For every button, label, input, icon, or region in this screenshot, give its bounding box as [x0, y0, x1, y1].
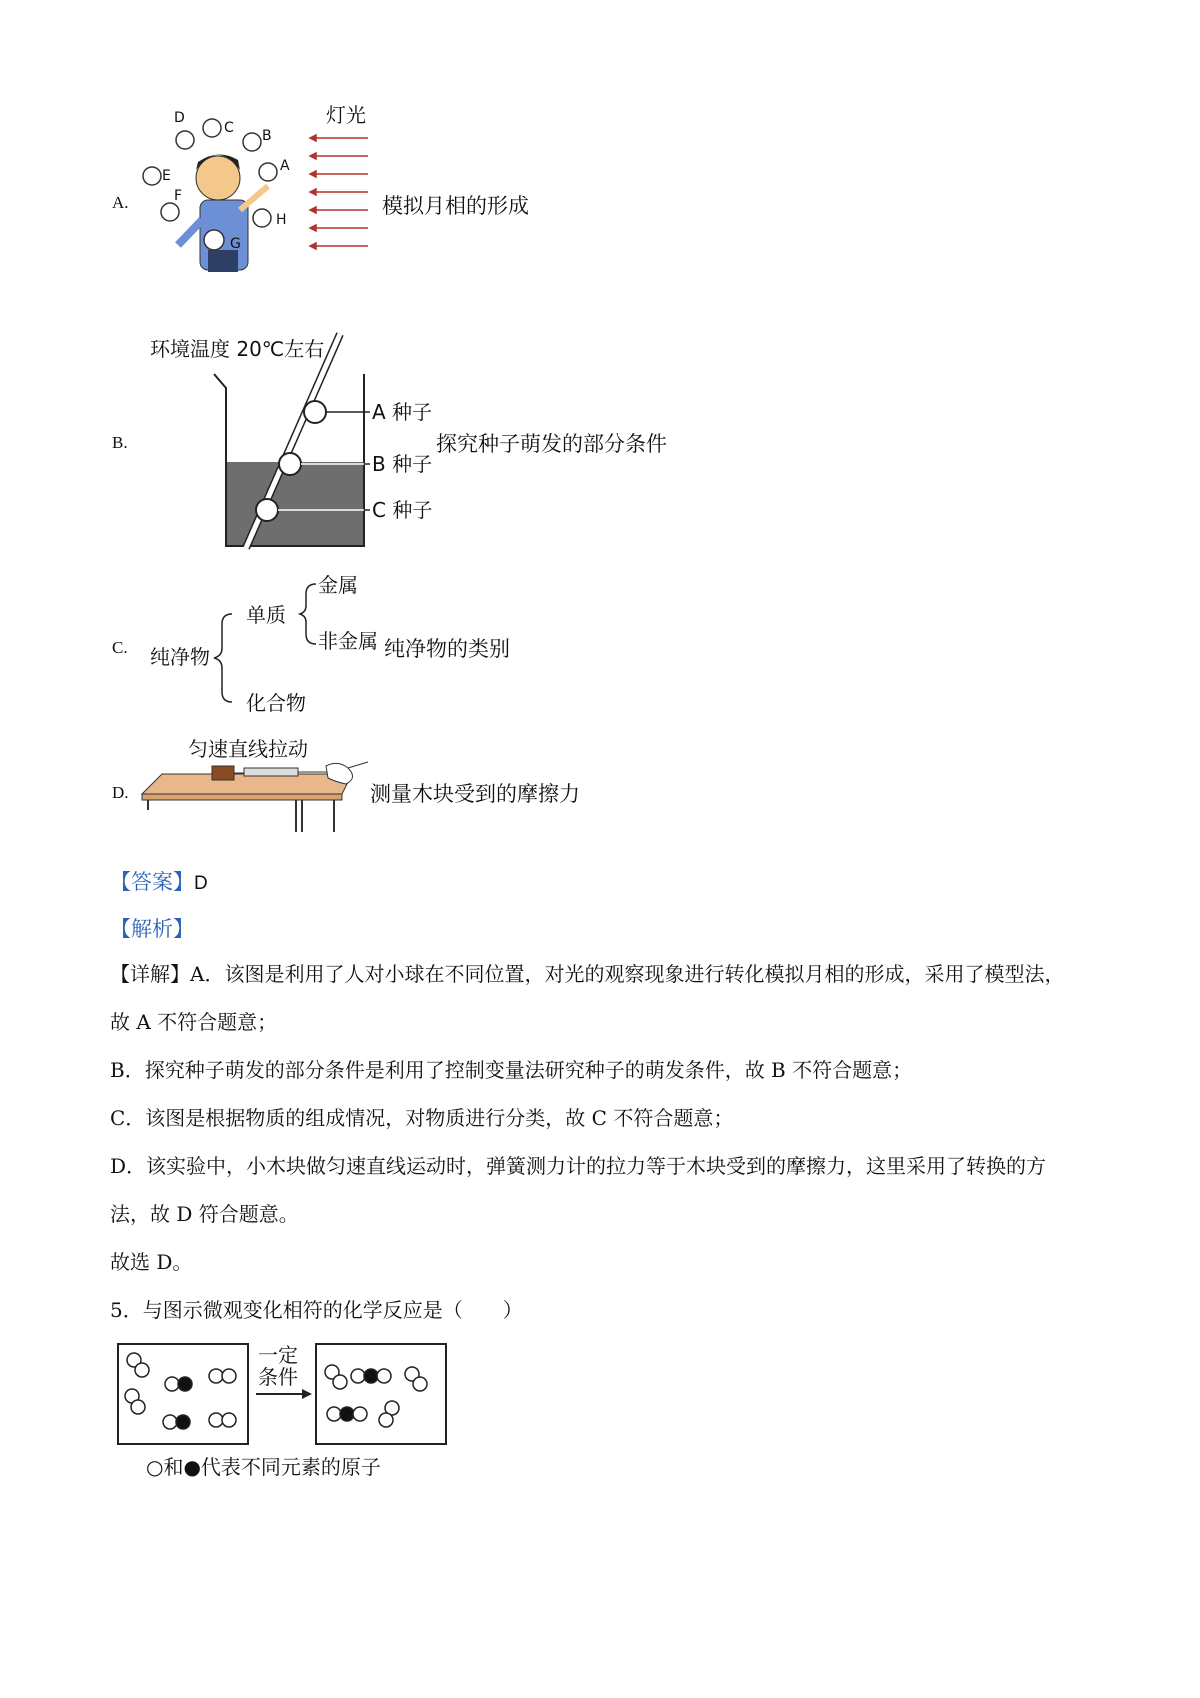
ball-h [253, 209, 271, 227]
classification-diagram [150, 568, 400, 718]
environment-label: 环境温度 20℃左右 [150, 337, 325, 361]
light-rays [300, 100, 370, 290]
detail-line-5: D．该实验中，小木块做匀速直线运动时，弹簧测力计的拉力等于木块受到的摩擦力，这里采用了转换的方 [110, 1154, 1047, 1178]
light-label: 灯光 [326, 103, 366, 127]
arrow-bottom-label: 条件 [258, 1365, 298, 1389]
detail-line-6: 法，故 D 符合题意。 [110, 1202, 299, 1226]
ball-a [259, 163, 277, 181]
option-d-label: D. [112, 783, 129, 802]
detail-line-3: B．探究种子萌发的部分条件是利用了控制变量法研究种子的萌发条件，故 B 不符合题意； [110, 1058, 913, 1082]
answer-value: D [194, 873, 208, 894]
detail-block [110, 950, 1064, 1286]
spring-scale [244, 768, 298, 776]
seed-b-label: B 种子 [372, 452, 433, 476]
reaction-arrow [256, 1389, 312, 1399]
option-b-label: B. [112, 433, 128, 452]
seed-b-circle [279, 453, 301, 475]
analysis-tag: 【解析】 [110, 917, 194, 941]
wooden-block [212, 766, 234, 780]
ball-letter: B [262, 128, 272, 144]
ball-c [203, 119, 221, 137]
atom-legend: ○和●代表不同元素的原子 [146, 1455, 381, 1479]
detail-line-2: 故 A 不符合题意； [110, 1010, 278, 1034]
ball-letter: H [276, 212, 287, 228]
answer-line [110, 866, 208, 896]
pull-label: 匀速直线拉动 [188, 737, 308, 761]
ball-letter: A [280, 158, 290, 174]
ball-letter: D [174, 110, 185, 126]
ball-d [176, 131, 194, 149]
metal-label: 金属 [318, 573, 358, 597]
question-5-text: 5．与图示微观变化相符的化学反应是（ ） [110, 1298, 523, 1322]
compound-label: 化合物 [246, 691, 306, 715]
ball-letter: C [224, 120, 234, 136]
ball-letter: F [174, 188, 183, 204]
detail-tag: 【详解】 [110, 962, 190, 986]
detail-line-4: C．该图是根据物质的组成情况，对物质进行分类，故 C 不符合题意； [110, 1106, 734, 1130]
option-c-label: C. [112, 638, 128, 657]
detail-text: A．该图是利用了人对小球在不同位置，对光的观察现象进行转化模拟月相的形成，采用了模型法， [190, 962, 1065, 986]
detail-line-1 [110, 950, 1064, 998]
answer-tag: 【答案】 [110, 870, 194, 894]
seed-a-circle [304, 401, 326, 423]
ball-letter: G [230, 236, 241, 252]
seed-c-label: C 种子 [372, 498, 433, 522]
ball-b [243, 133, 261, 151]
ball-g [204, 230, 224, 250]
micro-change-figure [116, 1340, 456, 1500]
option-c-caption: 纯净物的类别 [384, 637, 510, 661]
option-a-label: A. [112, 193, 129, 212]
option-b-caption: 探究种子萌发的部分条件 [436, 432, 667, 456]
seed-c-circle [256, 499, 278, 521]
simple-substance-label: 单质 [246, 603, 286, 627]
ball-f [161, 203, 179, 221]
arrow-top-label: 一定 [258, 1343, 298, 1367]
nonmetal-label: 非金属 [318, 629, 378, 653]
ball-e [143, 167, 161, 185]
detail-line-7: 故选 D。 [110, 1250, 193, 1274]
friction-experiment-figure [138, 736, 368, 836]
seed-a-label: A 种子 [372, 400, 433, 424]
seed-germination-figure [150, 330, 470, 550]
pure-substance-label: 纯净物 [150, 645, 210, 669]
after-box [316, 1344, 446, 1444]
option-a-caption: 模拟月相的形成 [382, 194, 529, 218]
option-d-caption: 测量木块受到的摩擦力 [370, 782, 580, 806]
table-top [142, 774, 352, 794]
ball-letter: E [162, 168, 171, 184]
